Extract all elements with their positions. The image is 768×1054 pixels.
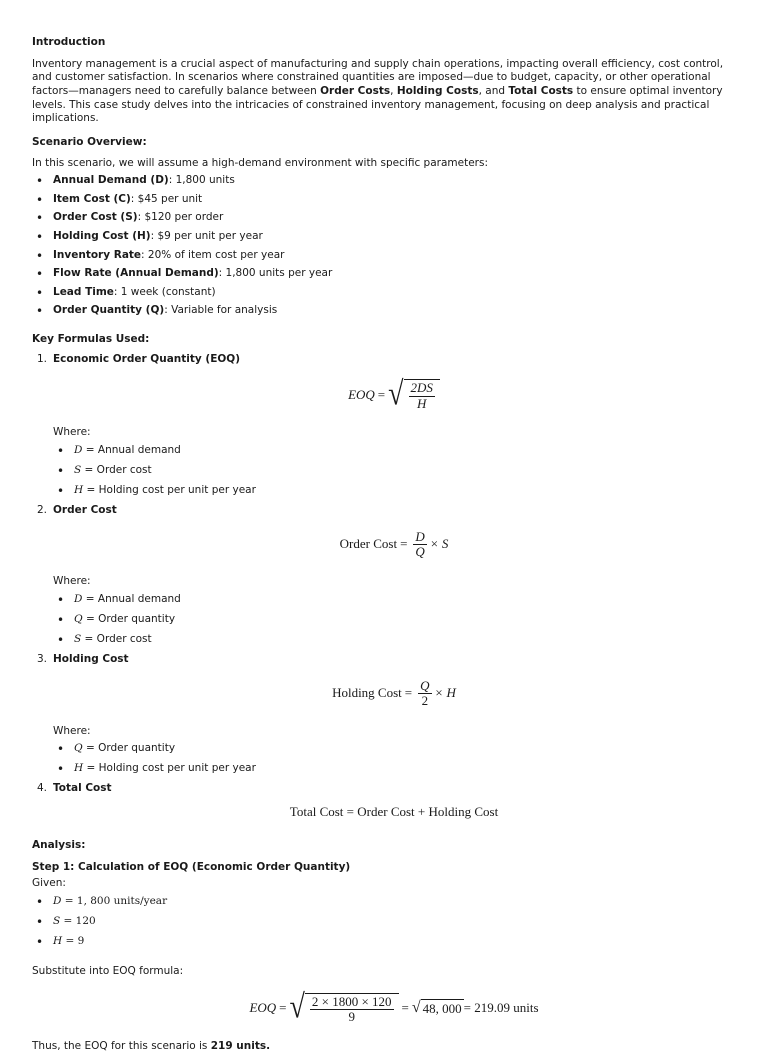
conclusion-text: Thus, the EOQ for this scenario is	[32, 1040, 211, 1053]
where-list	[32, 444, 736, 504]
param-label: Annual Demand (D)	[53, 174, 169, 187]
param-value: : $45 per unit	[130, 192, 203, 205]
symbol: H	[74, 483, 84, 496]
symbol: D	[74, 443, 83, 456]
intro-heading: Introduction	[32, 36, 106, 48]
formula-total-cost-title	[32, 782, 736, 796]
conclusion	[32, 1040, 736, 1054]
eq-fraction	[418, 679, 431, 709]
param-label: Order Quantity (Q)	[53, 304, 165, 317]
total-cost-equation: Total Cost = Order Cost + Holding Cost	[289, 804, 499, 819]
list-item	[32, 230, 736, 249]
symbol: S	[74, 633, 82, 646]
step-title-text: Economic Order Quantity (EOQ)	[53, 352, 241, 365]
conclusion-bold: 219 units.	[210, 1040, 271, 1053]
intro-bold-order-costs: Order Costs	[320, 84, 391, 97]
symbol-desc: = Order cost	[81, 633, 152, 646]
param-value: : $120 per order	[137, 211, 224, 224]
formula-order-cost-title	[32, 504, 736, 518]
symbol-desc: = Holding cost per unit per year	[83, 483, 256, 496]
eq-numerator: Q	[420, 677, 430, 693]
list-item	[53, 444, 736, 464]
param-label: Lead Time	[53, 285, 114, 298]
symbol: S	[74, 463, 82, 476]
param-value: : 1 week (constant)	[113, 285, 216, 298]
substitute-text: Substitute into EOQ formula:	[32, 964, 184, 977]
eoq-calculation	[32, 982, 736, 1034]
eq-lhs: EOQ	[249, 1000, 277, 1015]
where-label: Where:	[53, 575, 91, 588]
list-item	[53, 633, 736, 653]
given-value: = 1, 800 units/year	[61, 894, 168, 907]
param-value: : 20% of item cost per year	[141, 248, 285, 261]
symbol: S	[53, 914, 61, 927]
symbol-desc: = Order quantity	[82, 613, 176, 626]
list-item	[32, 895, 736, 915]
symbol: H	[53, 934, 63, 947]
list-item	[53, 484, 736, 504]
where-label: Where:	[53, 426, 91, 439]
intro-bold-total-costs: Total Costs	[508, 84, 574, 97]
symbol: D	[74, 593, 83, 606]
where-label: Where:	[53, 724, 91, 737]
given-value: = 120	[60, 914, 96, 927]
formulas-heading: Key Formulas Used:	[32, 332, 150, 345]
intro-text-2: ,	[390, 84, 397, 97]
analysis-heading: Analysis:	[32, 838, 86, 851]
step-title-text: Order Cost	[53, 503, 117, 516]
param-value: : Variable for analysis	[164, 304, 278, 317]
sqrt-sign: √ 48, 000	[411, 999, 462, 1017]
order-cost-equation	[32, 521, 736, 567]
eq-numerator: 2 × 1800 × 120	[311, 993, 392, 1009]
eq-equals: =	[404, 685, 413, 701]
param-label: Inventory Rate	[53, 248, 142, 261]
symbol-desc: = Annual demand	[82, 443, 181, 456]
symbol-desc: = Order quantity	[82, 742, 176, 755]
step-number: 3.	[37, 653, 48, 666]
step-number: 2.	[37, 503, 48, 516]
eq-equals: =	[279, 1000, 287, 1015]
symbol: Q	[74, 613, 83, 626]
overview-heading: Scenario Overview:	[32, 135, 147, 148]
eq-denominator: H	[417, 395, 427, 411]
overview-lead: In this scenario, we will assume a high-demand environment with specific parameters:	[32, 157, 489, 170]
list-item	[53, 762, 736, 782]
list-item	[32, 211, 736, 230]
eq-denominator: 2	[421, 693, 429, 709]
param-value: : $9 per unit per year	[150, 229, 263, 242]
param-label: Flow Rate (Annual Demand)	[53, 267, 219, 280]
step1-heading: Step 1: Calculation of EOQ (Economic Order Quantity)	[32, 860, 351, 873]
intro-text-3: , and	[478, 84, 509, 97]
step-number: 4.	[37, 782, 48, 795]
eq-lhs: EOQ	[348, 386, 375, 402]
list-item	[32, 304, 736, 323]
where-list	[32, 593, 736, 653]
holding-cost-equation	[32, 671, 736, 717]
list-item	[53, 613, 736, 633]
intro-text-4: to ensure optimal inventory levels. This case study delves into the intricacies of constrained inventory management, focusing on deep analysis and practical implications.	[32, 84, 723, 125]
list-item	[32, 174, 736, 193]
step-title-text: Total Cost	[53, 782, 112, 795]
param-label: Item Cost (C)	[53, 192, 131, 205]
list-item	[32, 193, 736, 212]
eq-numerator: D	[415, 528, 425, 544]
document	[32, 36, 736, 1054]
given-list	[32, 895, 736, 955]
eoq-equation	[32, 366, 736, 424]
eq-equals: =	[400, 535, 408, 551]
list-item	[32, 286, 736, 305]
intro-paragraph	[32, 58, 736, 126]
intro-bold-holding-costs: Holding Costs	[396, 84, 479, 97]
formula-holding-cost-title	[32, 653, 736, 667]
sqrt-sign: √ $\frac{2DS}{H}$	[388, 379, 440, 411]
list-item	[32, 267, 736, 286]
symbol-desc: = Annual demand	[82, 593, 181, 606]
symbol: Q	[74, 742, 83, 755]
step-title-text: Holding Cost	[53, 653, 129, 666]
eq-lhs: Holding Cost	[332, 685, 402, 701]
parameter-list	[32, 174, 736, 323]
list-item	[32, 915, 736, 935]
eq-fraction	[413, 530, 426, 560]
param-label: Order Cost (S)	[53, 211, 138, 224]
list-item	[32, 249, 736, 268]
eq-tail: × S	[429, 535, 449, 551]
symbol: D	[53, 894, 62, 907]
eq-numerator: 2DS	[410, 380, 433, 396]
symbol: H	[74, 762, 84, 775]
eq-result: = 219.09 units	[463, 1000, 539, 1015]
list-item	[32, 935, 736, 955]
eq-equals: =	[377, 386, 386, 402]
eq-radicand: 48, 000	[422, 1001, 462, 1016]
eq-lhs: Order Cost	[339, 535, 398, 551]
given-label: Given:	[32, 877, 66, 890]
given-value: = 9	[62, 934, 85, 947]
symbol-desc: = Order cost	[81, 463, 152, 476]
list-item	[53, 593, 736, 613]
eq-tail: × H	[434, 685, 456, 701]
param-value: : 1,800 units per year	[218, 267, 333, 280]
intro-text-1: Inventory management is a crucial aspect of manufacturing and supply chain operations, impacting overall efficiency, cost control, and customer satisfaction. In scenarios where constrained quantities are imposed—due to budget, capacity, or other operational factors—managers need to carefully balance between	[32, 57, 724, 97]
sqrt-sign: √ $\frac{2 \times 1800 \times 120}{9}$	[290, 993, 399, 1025]
symbol-desc: = Holding cost per unit per year	[83, 762, 256, 775]
formula-eoq-title	[32, 353, 736, 367]
eq-denominator: Q	[415, 543, 425, 559]
list-item	[53, 742, 736, 762]
step-number: 1.	[37, 352, 48, 365]
param-label: Holding Cost (H)	[53, 229, 151, 242]
eq-denominator: 9	[348, 1008, 355, 1024]
list-item	[53, 464, 736, 484]
where-list	[32, 742, 736, 782]
param-value: : 1,800 units	[168, 174, 235, 187]
eq-equals: =	[401, 1000, 409, 1015]
